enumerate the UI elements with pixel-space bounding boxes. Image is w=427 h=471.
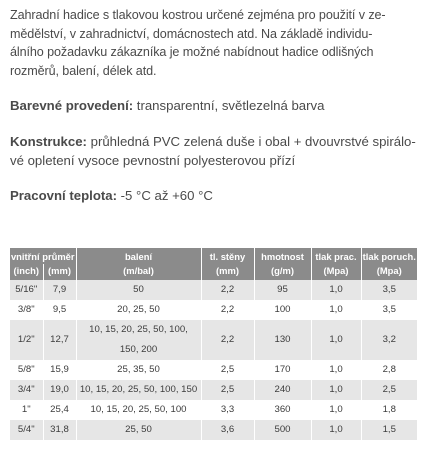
intro-line: Zahradní hadice s tlakovou kostrou určené zejména pro použití v ze- — [10, 8, 386, 22]
header-burst-pressure: tlak poruch. — [361, 248, 417, 264]
cell-inch: 3/4" — [10, 380, 43, 400]
cell-work-pressure: 1,0 — [311, 320, 361, 360]
table-row — [10, 300, 417, 320]
cell-work-pressure: 1,0 — [311, 400, 361, 420]
cell-inch: 5/4" — [10, 420, 43, 440]
table-row — [10, 400, 417, 420]
construction-label: Konstrukce: — [10, 134, 87, 149]
header-inner-diameter: vnitřní průměr — [10, 248, 76, 264]
spacer — [10, 80, 418, 96]
packaging-value: 150, 200 — [119, 344, 158, 355]
cell-burst-pressure: 2,5 — [361, 380, 417, 400]
packaging-value: 10, 15, 20, 25, 50, 100, 150 — [79, 384, 198, 395]
header-packaging: balení — [76, 248, 201, 264]
color-label: Barevné provedení: — [10, 98, 134, 113]
temperature-value: -5 °C až +60 °C — [117, 188, 213, 203]
spacer — [10, 170, 418, 186]
cell-work-pressure: 1,0 — [311, 300, 361, 320]
cell-mm: 9,5 — [43, 300, 76, 320]
cell-weight: 500 — [254, 420, 311, 440]
header-work-pressure: tlak prac. — [311, 248, 361, 264]
parameters-table — [10, 248, 417, 440]
table-row — [10, 360, 417, 380]
product-description — [10, 6, 418, 205]
cell-wall: 2,2 — [201, 320, 254, 360]
table-body — [10, 280, 417, 440]
cell-wall: 2,2 — [201, 300, 254, 320]
header-weight: hmotnost — [254, 248, 311, 264]
cell-packaging — [76, 280, 201, 300]
table-row — [10, 380, 417, 400]
cell-mm: 25,4 — [43, 400, 76, 420]
cell-packaging — [76, 380, 201, 400]
cell-inch: 3/8" — [10, 300, 43, 320]
cell-wall: 3,3 — [201, 400, 254, 420]
header-packaging-unit: (m/bal) — [76, 264, 201, 280]
cell-burst-pressure: 1,8 — [361, 400, 417, 420]
cell-burst-pressure: 2,8 — [361, 360, 417, 380]
cell-weight: 130 — [254, 320, 311, 360]
header-mm: (mm) — [43, 264, 76, 280]
cell-work-pressure: 1,0 — [311, 420, 361, 440]
table-row — [10, 320, 417, 360]
header-work-pressure-unit: (Mpa) — [311, 264, 361, 280]
cell-mm: 7,9 — [43, 280, 76, 300]
packaging-value: 10, 15, 20, 25, 50, 100, — [89, 324, 188, 335]
cell-burst-pressure: 1,5 — [361, 420, 417, 440]
cell-burst-pressure: 3,5 — [361, 300, 417, 320]
cell-weight: 360 — [254, 400, 311, 420]
packaging-value: 25, 50 — [125, 424, 152, 435]
cell-packaging — [76, 300, 201, 320]
cell-inch: 1/2" — [10, 320, 43, 360]
cell-work-pressure: 1,0 — [311, 280, 361, 300]
cell-inch: 5/8" — [10, 360, 43, 380]
header-wall: tl. stěny — [201, 248, 254, 264]
packaging-value: 20, 25, 50 — [117, 304, 160, 315]
cell-weight: 170 — [254, 360, 311, 380]
cell-wall: 2,5 — [201, 380, 254, 400]
cell-work-pressure: 1,0 — [311, 360, 361, 380]
cell-work-pressure: 1,0 — [311, 380, 361, 400]
packaging-value: 50 — [133, 284, 144, 295]
cell-wall: 2,2 — [201, 280, 254, 300]
cell-inch: 1" — [10, 400, 43, 420]
construction-spec — [10, 133, 418, 170]
cell-mm: 31,8 — [43, 420, 76, 440]
header-burst-pressure-unit: (Mpa) — [361, 264, 417, 280]
construction-value-line1: průhledná PVC zelená duše i obal + dvouvrstvé spirálo- — [86, 134, 416, 149]
cell-packaging — [76, 320, 201, 360]
cell-inch: 5/16" — [10, 280, 43, 300]
cell-burst-pressure: 3,2 — [361, 320, 417, 360]
cell-weight: 95 — [254, 280, 311, 300]
intro-line: mědělství, v zahradnictví, domácnostech atd. Na základě individu- — [10, 26, 373, 41]
color-value: transparentní, světlezelná barva — [133, 98, 325, 113]
cell-weight: 240 — [254, 380, 311, 400]
cell-mm: 19,0 — [43, 380, 76, 400]
cell-mm: 12,7 — [43, 320, 76, 360]
color-spec — [10, 96, 418, 115]
packaging-value: 25, 35, 50 — [117, 364, 160, 375]
construction-value-line2: vé opletení vysoce pevnostní polyesterovou přízí — [10, 152, 296, 168]
cell-mm: 15,9 — [43, 360, 76, 380]
packaging-value: 10, 15, 20, 25, 50, 100 — [90, 404, 187, 415]
cell-packaging — [76, 360, 201, 380]
temperature-spec — [10, 186, 418, 205]
table-row — [10, 420, 417, 440]
header-weight-unit: (g/m) — [254, 264, 311, 280]
temperature-label: Pracovní teplota: — [10, 188, 117, 203]
intro-paragraph — [10, 6, 418, 80]
cell-wall: 3,6 — [201, 420, 254, 440]
table-row — [10, 280, 417, 300]
cell-packaging — [76, 420, 201, 440]
cell-wall: 2,5 — [201, 360, 254, 380]
header-wall-unit: (mm) — [201, 264, 254, 280]
header-inch: (inch) — [10, 264, 43, 280]
intro-line: álního požadavku zákazníka je možné nabídnout hadice odlišných — [10, 45, 374, 59]
cell-weight: 100 — [254, 300, 311, 320]
cell-burst-pressure: 3,5 — [361, 280, 417, 300]
spacer — [10, 115, 418, 133]
intro-line: rozměrů, balení, délek atd. — [10, 63, 157, 78]
cell-packaging — [76, 400, 201, 420]
